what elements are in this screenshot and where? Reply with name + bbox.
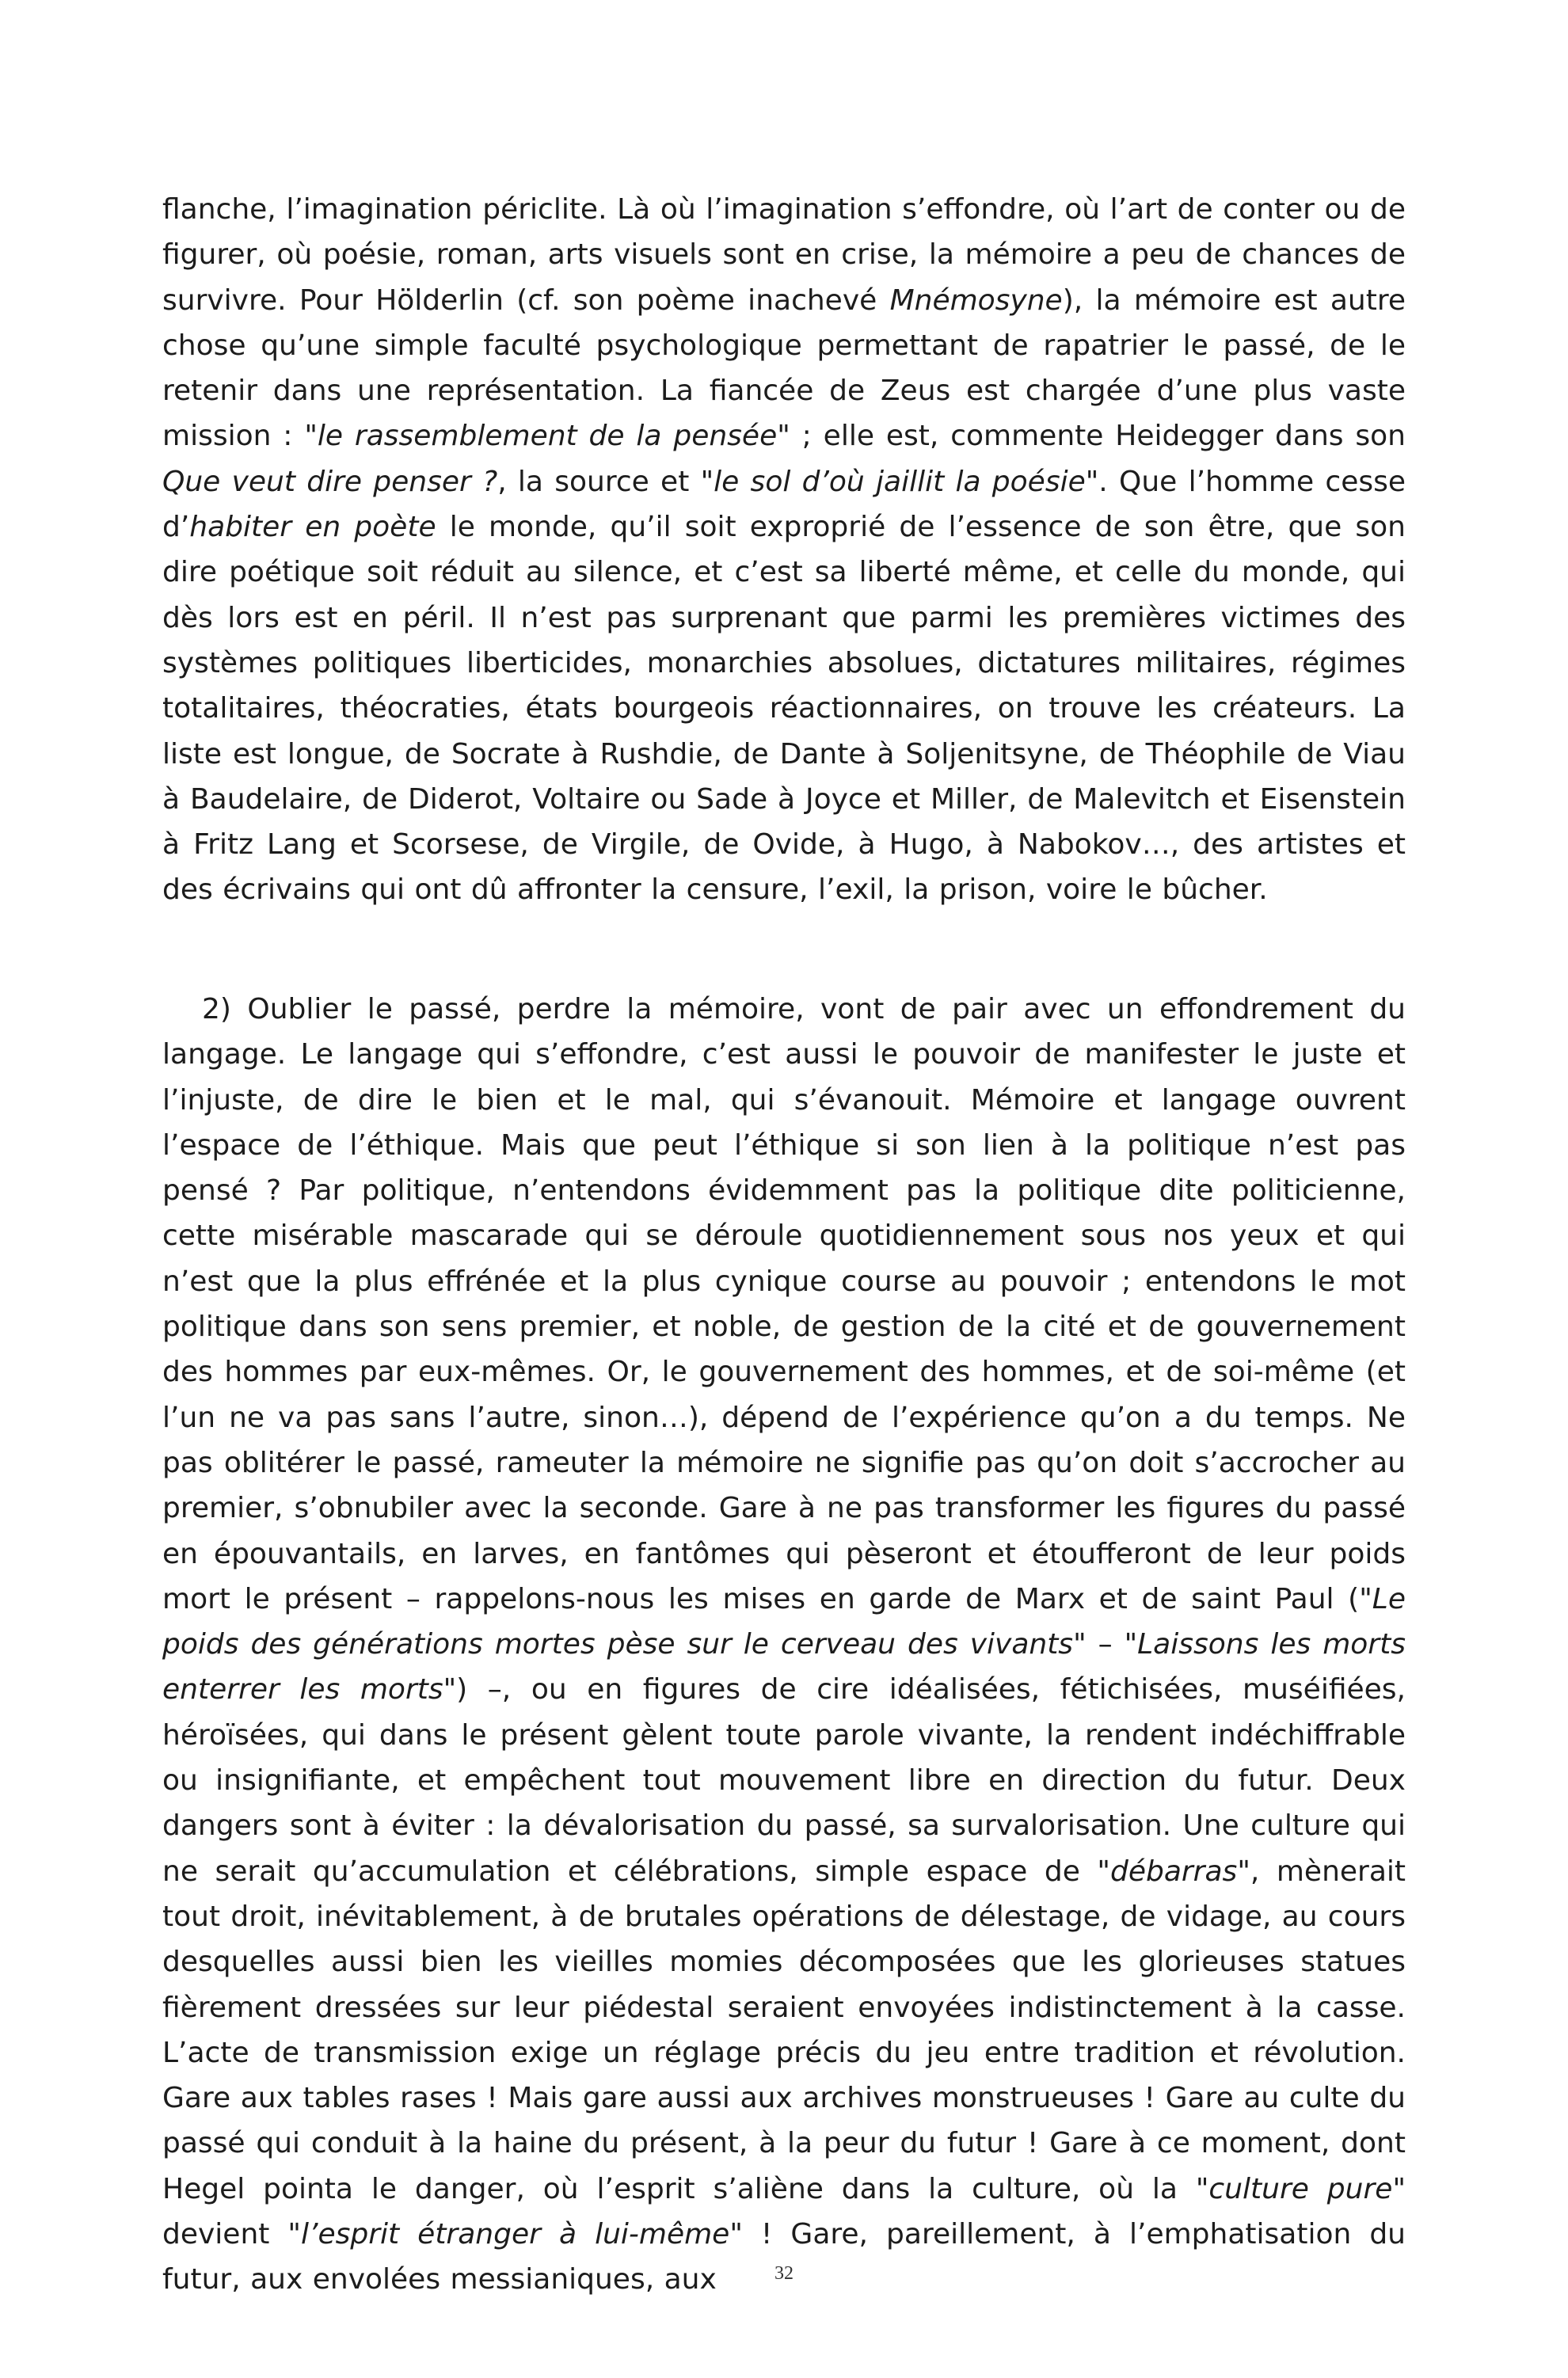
paragraph-2-italic: débarras [1109,1855,1238,1888]
paragraph-2-italic: l’esprit étranger à lui-même [301,2218,730,2251]
paragraph-1-text: " ; elle est, commente Heidegger dans son [777,420,1406,453]
paragraph-2-text: " – " [1073,1628,1138,1661]
paragraph-1-italic: Que veut dire penser ? [162,465,498,498]
paragraph-2-italic: Laissons les morts enterrer les morts [162,1628,1406,1706]
paragraph-1-italic: habiter en poète [189,511,436,544]
paragraph-1-text: le monde, qu’il soit exproprié de l’essence de son être, que son dire poétique soit réduit au silence, et c’est sa liberté même, et celle du monde, qui dès lors est en péril. Il n’est pas surprenant que parmi les premières victimes des systèmes politiques liberticides, monarchies absolues, dictatures militaires, régimes totalitaires, théocraties, états bourgeois réactionnaires, on trouve les créateurs. La liste est longue, de Socrate à Rushdie, de Dante à Soljenitsyne, de Théophile de Viau à Baudelaire, de Diderot, Voltaire ou Sade à Joyce et Miller, de Malevitch et Eisenstein à Fritz Lang et Scorsese, de Virgile, de Ovide, à Hugo, à Nabokov…, des artistes et des écrivains qui ont dû affronter la censure, l’exil, la prison, voire le bûcher. [162,511,1406,907]
paragraph-1-text: flanche, l’imagination périclite. Là où l’imagination s’effondre, où l’art de conter ou de figurer, où poésie, roman, arts visuels sont en crise, la mémoire a peu de chances de survivre. Pour Hölderlin (cf. son poème inachevé [162,193,1406,317]
paragraph-2 [162,987,1406,2303]
paragraph-1-italic: le sol d’où jaillit la poésie [714,465,1086,498]
page-number: 32 [774,2263,794,2284]
paragraph-2-text: " devient " [162,2172,1406,2251]
paragraph-2-italic: culture pure [1208,2172,1393,2205]
paragraph-2-text: ") –, ou en figures de cire idéalisées, fétichisées, muséifiées, héroïsées, qui dans le présent gèlent toute parole vivante, la rendent indéchiffrable ou insignifiante, et empêchent tout mouvement libre en direction du futur. Deux dangers sont à éviter : la dévalorisation du passé, sa survalorisation. Une culture qui ne serait qu’accumulation et célébrations, simple espace de " [162,1673,1406,1888]
paragraph-2-text: 2) Oublier le passé, perdre la mémoire, vont de pair avec un effondrement du langage. Le langage qui s’effondre, c’est aussi le pouvoir de manifester le juste et l’injuste, de dire le bien et le mal, qui s’évanouit. Mémoire et langage ouvrent l’espace de l’éthique. Mais que peut l’éthique si son lien à la politique n’est pas pensé ? Par politique, n’entendons évidemment pas la politique dite politicienne, cette misérable mascarade qui se déroule quotidiennement sous nos yeux et qui n’est que la plus effrénée et la plus cynique course au pouvoir ; entendons le mot politique dans son sens premier, et noble, de gestion de la cité et de gouvernement des hommes par eux-mêmes. Or, le gouvernement des hommes, et de soi-même (et l’un ne va pas sans l’autre, sinon…), dépend de l’expérience qu’on a du temps. Ne pas oblitérer le passé, rameuter la mémoire ne signifie pas qu’on doit s’accrocher au premier, s’obnubiler avec la seconde. Gare à ne pas transformer les figures du passé en épouvantails, en larves, en fantômes qui pèseront et étoufferont de leur poids mort le présent – rappelons-nous les mises en garde de Marx et de saint Paul (" [162,993,1406,1615]
paragraph-2-italic: Le poids des générations mortes pèse sur le cerveau des vivants [162,1582,1406,1661]
paragraph-1 [162,187,1406,913]
paragraph-1-italic: Mnémosyne [889,283,1063,317]
paragraph-1-italic: le rassemblement de la pensée [317,420,778,453]
paragraph-2-text: " ! Gare, pareillement, à l’emphatisation du futur, aux envolées messianiques, aux [162,2218,1406,2296]
paragraph-1-text: ), la mémoire est autre chose qu’une simple faculté psychologique permettant de rapatrier le passé, de le retenir dans une représentation. La fiancée de Zeus est chargée d’une plus vaste mission : " [162,283,1406,453]
paragraph-2-text: ", mènerait tout droit, inévitablement, à de brutales opérations de délestage, de vidage, au cours desquelles aussi bien les vieilles momies décomposées que les glorieuses statues fièrement dressées sur leur piédestal seraient envoyées indistinctement à la casse. L’acte de transmission exige un réglage précis du jeu entre tradition et révolution. Gare aux tables rases ! Mais gare aussi aux archives monstrueuses ! Gare au culte du passé qui conduit à la haine du présent, à la peur du futur ! Gare à ce moment, dont Hegel pointa le danger, où l’esprit s’aliène dans la culture, où la " [162,1855,1406,2205]
paragraph-1-text: , la source et " [497,465,714,498]
paragraph-1-text: ". Que l’homme cesse d’ [162,465,1406,544]
